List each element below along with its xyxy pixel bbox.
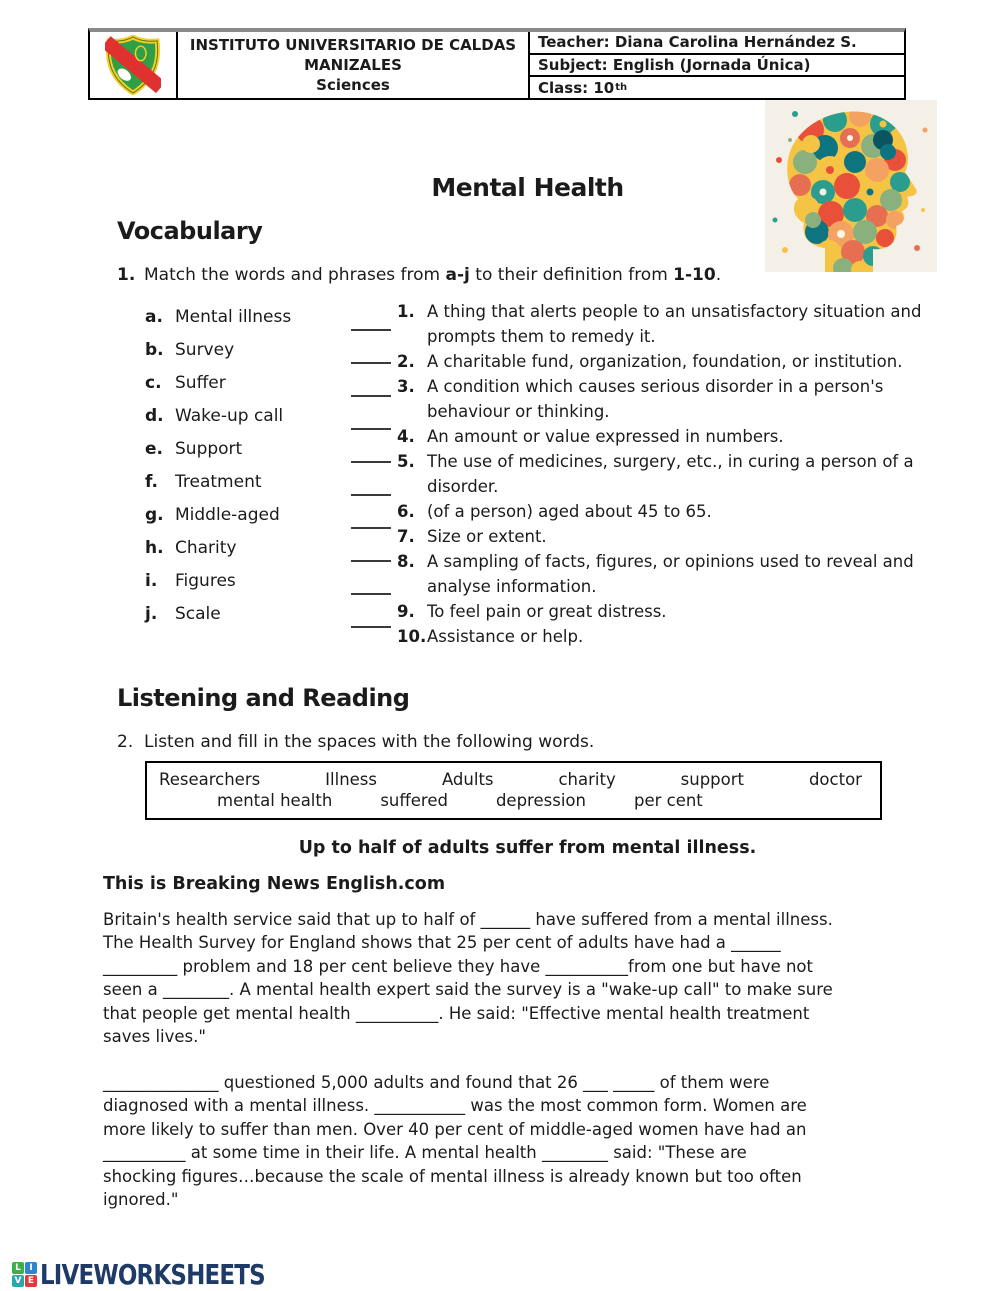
definition-text: (of a person) aged about 45 to 65.: [427, 502, 712, 521]
logo-tile-v: V: [12, 1275, 24, 1287]
liveworksheets-logo-grid: [12, 1262, 37, 1287]
definition-text: Assistance or help.: [427, 627, 584, 646]
definition-number: 9.: [397, 602, 415, 621]
word-bank-word: depression: [495, 791, 586, 810]
word-bank-word: charity: [558, 770, 616, 789]
word-letter: c.: [145, 373, 162, 393]
paragraph-line: Britain's health service said that up to half of ______ have suffered from a mental illness.: [103, 910, 833, 929]
word-text: Scale: [175, 604, 221, 624]
word-bank-word: Researchers: [159, 770, 261, 789]
liveworksheets-brand: LIVEWORKSHEETS: [40, 1258, 265, 1291]
word-text: Wake-up call: [175, 406, 284, 426]
article-title: Up to half of adults suffer from mental illness.: [298, 838, 757, 858]
school-crest-icon: [105, 35, 161, 95]
word-text: Support: [175, 439, 243, 459]
definition-item: [397, 374, 927, 424]
institution-name: INSTITUTO UNIVERSITARIO DE CALDAS MANIZALES: [189, 36, 517, 74]
word-bank-word: per cent: [633, 791, 703, 810]
paragraph-line: ______________ questioned 5,000 adults and found that 26 ___ _____ of them were: [103, 1073, 770, 1092]
paragraph-line: that people get mental health __________. He said: "Effective mental health treatment: [103, 1003, 810, 1023]
subject-row: Subject: English (Jornada Única): [530, 55, 904, 78]
definition-item: [397, 349, 927, 374]
definition-text: A sampling of facts, figures, or opinions used to reveal and analyse information.: [427, 552, 914, 596]
word-bank-word: suffered: [380, 791, 448, 810]
definition-item: [397, 599, 927, 624]
class-row: [530, 77, 904, 98]
listening-instruction-text: [144, 732, 594, 752]
listening-heading: Listening and Reading: [117, 684, 410, 712]
vocabulary-heading: Vocabulary: [117, 217, 263, 245]
logo-tile-e: E: [25, 1275, 37, 1287]
word-bank-row-2: [147, 789, 880, 810]
institution-department: Sciences: [316, 76, 390, 94]
definition-number: 6.: [397, 502, 415, 521]
instruction-segment: Listen and fill in the spaces with the following words.: [144, 732, 595, 752]
paragraph-line: shocking figures…because the scale of mental illness is already known but too often: [103, 1166, 802, 1186]
match-answer-blank[interactable]: [351, 616, 391, 628]
word-letter: b.: [145, 340, 164, 360]
instruction-segment: to their definition from: [469, 265, 674, 285]
paragraph-line: more likely to suffer than men. Over 40 per cent of middle-aged women have had an: [103, 1119, 807, 1139]
vocab-word-row: [145, 373, 391, 406]
definitions-list: [397, 299, 927, 649]
definition-number: 3.: [397, 377, 415, 396]
definition-item: [397, 499, 927, 524]
definition-number: 1.: [397, 302, 415, 321]
vocab-word-row: [145, 604, 391, 637]
listening-instruction-number: 2.: [117, 732, 134, 752]
word-bank-word: Adults: [441, 770, 494, 789]
vocab-instruction-number: 1.: [117, 265, 136, 285]
instruction-segment: a-j: [445, 265, 470, 285]
vocab-word-row: [145, 472, 391, 505]
definition-number: 5.: [397, 452, 415, 471]
definition-text: To feel pain or great distress.: [427, 602, 667, 621]
paragraph-line: diagnosed with a mental illness. ___________ was the most common form. Women are: [103, 1096, 807, 1116]
word-bank-word: mental health: [217, 791, 333, 810]
vocab-word-row: [145, 505, 391, 538]
class-ordinal-suffix: th: [615, 82, 628, 94]
definition-item: [397, 424, 927, 449]
instruction-segment: Match the words and phrases from: [144, 265, 446, 285]
word-bank-row-1: [147, 763, 880, 789]
word-letter: f.: [145, 472, 158, 492]
word-bank-word: doctor: [808, 770, 862, 789]
match-answer-blank[interactable]: [351, 385, 391, 397]
word-text: Middle-aged: [175, 505, 280, 525]
definition-text: Size or extent.: [427, 527, 547, 546]
school-logo-cell: [90, 32, 178, 98]
match-answer-blank[interactable]: [351, 418, 391, 430]
vocab-word-row: [145, 340, 391, 373]
definition-text: A charitable fund, organization, foundation, or institution.: [427, 352, 903, 371]
definition-number: 2.: [397, 352, 415, 371]
institution-cell: [178, 32, 530, 98]
definition-text: A thing that alerts people to an unsatisfactory situation and prompts them to remedy it.: [427, 302, 922, 346]
definition-item: [397, 524, 927, 549]
article-source-line: This is Breaking News English.com: [103, 874, 446, 894]
instruction-segment: 1-10: [673, 265, 716, 285]
article-paragraph-1: [103, 908, 936, 1048]
word-text: Figures: [175, 571, 236, 591]
definition-number: 10.: [397, 627, 427, 646]
paragraph-line: saves lives.": [103, 1027, 206, 1047]
vocab-instruction: [117, 265, 721, 285]
vocab-instruction-text: [144, 265, 721, 285]
teacher-row: Teacher: Diana Carolina Hernández S.: [530, 32, 904, 55]
listening-instruction: [117, 732, 594, 752]
word-letter: j.: [145, 604, 158, 624]
vocab-word-row: [145, 307, 391, 340]
vocab-word-list: [145, 307, 391, 637]
header-table: [88, 28, 906, 100]
match-answer-blank[interactable]: [351, 484, 391, 496]
word-text: Suffer: [175, 373, 226, 393]
paragraph-line: ignored.": [103, 1190, 179, 1210]
match-answer-blank[interactable]: [351, 451, 391, 463]
vocab-word-row: [145, 571, 391, 604]
definition-item: [397, 624, 927, 649]
match-answer-blank[interactable]: [351, 319, 391, 331]
word-letter: i.: [145, 571, 158, 591]
definition-number: 8.: [397, 552, 415, 571]
liveworksheets-logo[interactable]: [12, 1258, 314, 1291]
definition-item: [397, 299, 927, 349]
vocab-word-row: [145, 406, 391, 439]
definition-text: A condition which causes serious disorder in a person's behaviour or thinking.: [427, 377, 884, 421]
class-label: Class: 10: [538, 78, 615, 97]
class-info-cell: [530, 32, 904, 98]
vocab-word-row: [145, 439, 391, 472]
paragraph-line: _________ problem and 18 per cent believe they have __________from one but have not: [103, 956, 813, 976]
word-letter: d.: [145, 406, 164, 426]
word-bank-word: Illness: [325, 770, 377, 789]
word-text: Charity: [175, 538, 237, 558]
definition-text: An amount or value expressed in numbers.: [427, 427, 784, 446]
word-letter: e.: [145, 439, 163, 459]
page-title: Mental Health: [431, 173, 624, 202]
word-letter: h.: [145, 538, 164, 558]
definition-text: The use of medicines, surgery, etc., in curing a person of a disorder.: [427, 452, 914, 496]
article-paragraph-2: [103, 1071, 936, 1211]
definition-item: [397, 449, 927, 499]
paragraph-line: The Health Survey for England shows that 25 per cent of adults have had a ______: [103, 933, 781, 953]
word-text: Treatment: [175, 472, 262, 492]
word-bank-box: [145, 761, 882, 820]
match-answer-blank[interactable]: [351, 517, 391, 529]
match-answer-blank[interactable]: [351, 550, 391, 562]
vocab-word-row: [145, 538, 391, 571]
definition-item: [397, 549, 927, 599]
definition-number: 7.: [397, 527, 415, 546]
definition-number: 4.: [397, 427, 415, 446]
word-letter: g.: [145, 505, 164, 525]
paragraph-line: __________ at some time in their life. A mental health ________ said: "These are: [103, 1143, 747, 1163]
word-letter: a.: [145, 307, 163, 327]
word-text: Mental illness: [175, 307, 292, 327]
instruction-segment: .: [715, 265, 722, 285]
match-answer-blank[interactable]: [351, 352, 391, 364]
word-text: Survey: [175, 340, 235, 360]
paragraph-line: seen a ________. A mental health expert said the survey is a "wake-up call" to make sure: [103, 980, 833, 1000]
match-answer-blank[interactable]: [351, 583, 391, 595]
logo-tile-l: L: [12, 1262, 24, 1274]
word-bank-word: support: [680, 770, 745, 789]
logo-tile-i: I: [25, 1262, 37, 1274]
